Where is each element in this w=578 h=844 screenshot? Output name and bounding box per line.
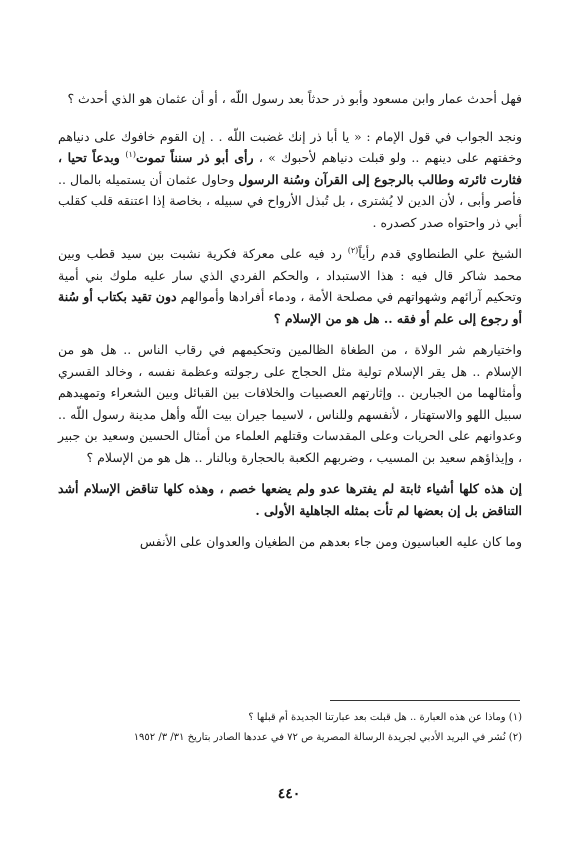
paragraph-6-text: وما كان عليه العباسيون ومن جاء بعدهم من الطغيان والعدوان على الأنفس xyxy=(139,534,522,549)
paragraph-6 xyxy=(58,531,522,553)
page-body xyxy=(58,88,522,563)
paragraph-4-text: واختيارهم شر الولاة ، من الطغاة الظالمين وتحكيمهم في رقاب الناس .. هل هو من الإسلام .. هل يقر الإسلام تولية مثل الحجاج على رجولته وعظمة نفسه ، وخالد القسري وأمثالهما من الجبارين .. وإثارتهم العصبيات والخلافات بين القبائل وبين الشعراء وتمهيدهم سبيل اللهو والاستهتار ، لأنفسهم وللناس ، لاسيما جيران بيت اللّه وأهل مدينة رسول اللّه .. وعدوانهم على الحريات وعلى المقدسات وقتلهم العلماء من أمثال الحسين وسعيد بن جبير ، وإيذاؤهم سعيد بن المسيب ، وضربهم الكعبة بالحجارة وبالنار .. هل هو من الإسلام ؟ xyxy=(58,342,522,465)
footnote-divider xyxy=(330,700,520,701)
paragraph-1-text: فهل أحدث عمار وابن مسعود وأبو ذر حدثاً بعد رسول اللّه ، أو أن عثمان هو الذي أحدث ؟ xyxy=(67,91,522,106)
paragraph-1 xyxy=(58,88,522,110)
footnotes xyxy=(58,708,522,748)
paragraph-3-bold: دون تقيد بكتاب أو سُنة أو رجوع إلى علم أو فقه .. هل هو من الإسلام ؟ xyxy=(58,289,522,326)
paragraph-5 xyxy=(58,478,522,521)
page-number: ٤٤٠ xyxy=(277,786,301,802)
paragraph-2 xyxy=(58,126,522,234)
footnote-2: (٢) نُشر في البريد الأدبي لجريدة الرسالة المصرية ص ٧٢ في عددها الصادر بتاريخ ٣١/ ٣/ ١٩٥٢ xyxy=(133,732,522,743)
footnote-1: (١) وماذا عن هذه العبارة .. هل قبلت بعد عبارتنا الجديدة أم قبلها ؟ xyxy=(248,712,522,723)
paragraph-2-bold-a: رأى أبو ذر سنناً تموت xyxy=(135,150,254,165)
paragraph-2-bold-b: وبدعاً تحيا ، فثارت ثائرته وطالب بالرجوع إلى القرآن وسُنة الرسول xyxy=(58,150,523,187)
paragraph-3-text: رد فيه على معركة فكرية نشبت بين سيد قطب وبين محمد شاكر قال فيه : هذا الاستبداد ، والحكم الفردي الذي سار عليه ملوك بني أمية وتحكيم آرائهم وشهواتهم في مصلحة الأمة ، ودماء أفرادها وأموالهم xyxy=(58,246,522,304)
footnote-ref-1[interactable]: (١) xyxy=(125,149,136,159)
footnote-ref-2[interactable]: (٢) xyxy=(347,245,359,255)
paragraph-5-text: إن هذه كلها أشياء ثابتة لم يفترها عدو ولم يضعها خصم ، وهذه كلها تناقض الإسلام أشد التناقض بل إن بعضها لم تأت بمثله الجاهلية الأولى . xyxy=(58,481,522,518)
paragraph-3 xyxy=(58,243,522,329)
paragraph-2-rest: وحاول عثمان أن يستميله بالمال .. فأصر وأبى ، لأن الدين لا يُشترى ، بل تُبذل الأرواح في سبيله ، بخاصة إذا اعتنقه قلب كقلب أبي ذر واحتواه صدر كصدره . xyxy=(58,171,522,230)
paragraph-2-quote: ونجد الجواب في قول الإمام : « يا أبا ذر إنك غضبت اللّه . . إن القوم خافوك على دنياهم وخفتهم على دينهم .. ولو قبلت دنياهم لأحبوك » ، xyxy=(58,128,523,165)
paragraph-4 xyxy=(58,339,522,468)
paragraph-3-intro: الشيخ علي الطنطاوي قدم رأياً xyxy=(358,246,523,261)
